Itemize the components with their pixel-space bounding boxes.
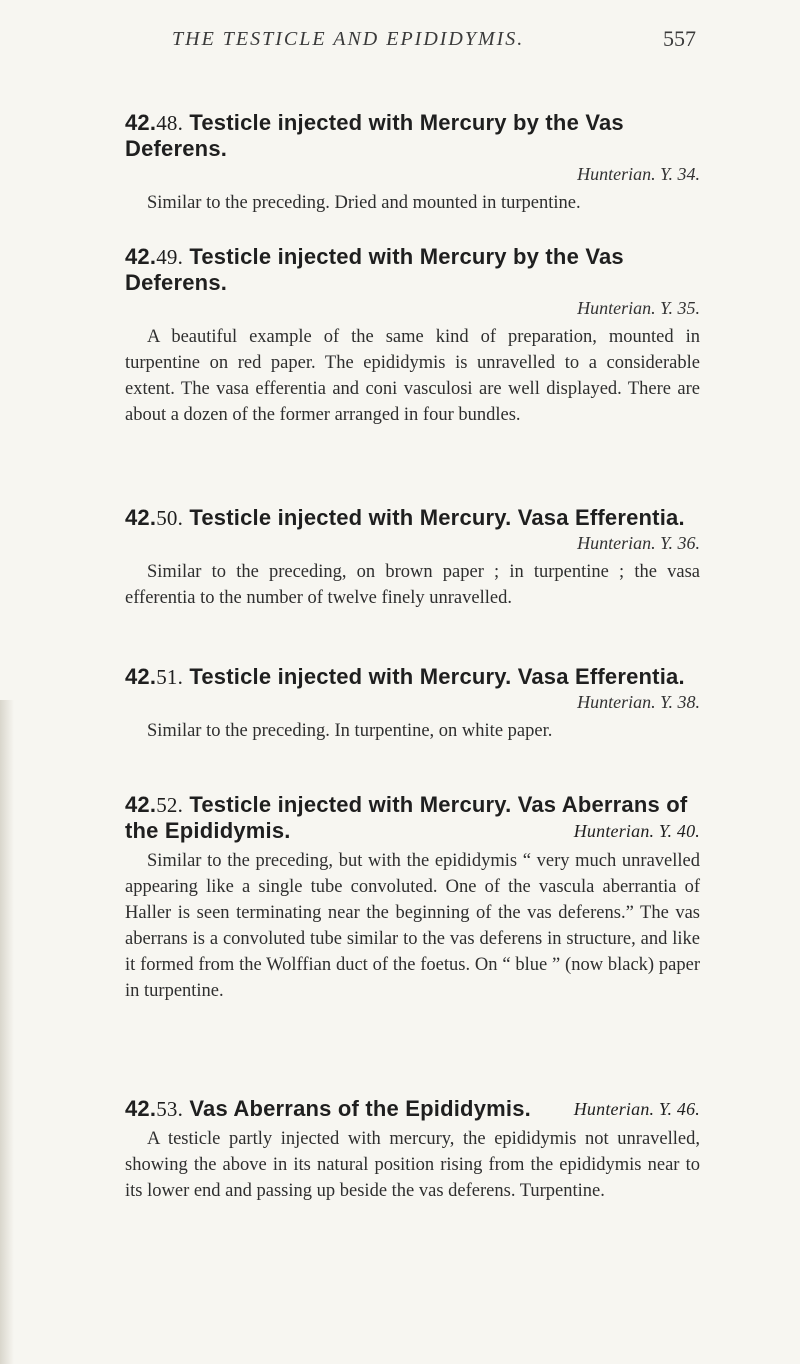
entry-heading (125, 664, 700, 690)
entry-title: Testicle injected with Mercury. Vasa Efferentia. (189, 505, 685, 530)
page-number: 557 (663, 26, 696, 51)
entry-title: Testicle injected with Mercury. Vasa Efferentia. (189, 664, 685, 689)
entry-number-suffix: 50. (156, 506, 184, 530)
entry-source: Hunterian. Y. 46. (573, 1099, 700, 1119)
catalogue-entry-52 (125, 792, 700, 1004)
entry-number-prefix: 42. (125, 1096, 157, 1121)
entry-title: Testicle injected with Mercury by the Vas Deferens. (125, 244, 624, 295)
entry-number-prefix: 42. (125, 664, 157, 689)
catalogue-entry-53 (125, 1096, 700, 1204)
entry-source: Hunterian. Y. 36. (577, 533, 700, 553)
entry-number-suffix: 53. (156, 1097, 184, 1121)
entry-number-suffix: 52. (156, 793, 184, 817)
page-binding-shadow (0, 700, 14, 1364)
entry-number-prefix: 42. (125, 792, 157, 817)
entry-source: Hunterian. Y. 35. (577, 298, 700, 318)
entry-heading (125, 505, 700, 531)
entry-title: Testicle injected with Mercury. Vas Aberrans of the Epididymis. (125, 792, 688, 843)
entry-description: Similar to the preceding. In turpentine, on white paper. (147, 721, 553, 741)
entry-title: Vas Aberrans of the Epididymis. (189, 1096, 531, 1121)
entry-description: A beautiful example of the same kind of preparation, mounted in turpentine on red paper. The epididymis is unravelled to a considerable extent. The vasa efferentia and coni vasculosi are well displayed. There are about a dozen of the former arranged in four bundles. (125, 327, 700, 425)
entry-number-prefix: 42. (125, 505, 157, 530)
catalogue-entry-48 (125, 110, 700, 216)
running-title: THE TESTICLE AND EPIDIDYMIS. (172, 28, 525, 50)
entry-description: A testicle partly injected with mercury, the epididymis not unravelled, showing the above in its natural position rising from the epididymis near to its lower end and passing up beside the vas deferens. Turpentine. (125, 1129, 700, 1201)
entry-source: Hunterian. Y. 38. (577, 692, 700, 712)
running-header (126, 22, 696, 62)
entry-heading (125, 792, 700, 844)
catalogue-entry-51 (125, 664, 700, 744)
entry-source: Hunterian. Y. 34. (577, 164, 700, 184)
entry-number-suffix: 49. (156, 245, 184, 269)
entry-number-suffix: 48. (156, 111, 184, 135)
entry-title: Testicle injected with Mercury by the Vas Deferens. (125, 110, 624, 161)
entry-heading (125, 244, 700, 296)
entry-description: Similar to the preceding. Dried and mounted in turpentine. (147, 193, 581, 213)
catalogue-entry-50 (125, 505, 700, 611)
entry-heading (125, 1096, 700, 1122)
entry-number-suffix: 51. (156, 665, 184, 689)
entry-number-prefix: 42. (125, 244, 157, 269)
entry-source: Hunterian. Y. 40. (573, 821, 700, 841)
catalogue-entry-49 (125, 244, 700, 428)
entry-description: Similar to the preceding, on brown paper ; in turpentine ; the vasa efferentia to the number of twelve finely unravelled. (125, 562, 700, 608)
entry-number-prefix: 42. (125, 110, 157, 135)
entry-description: Similar to the preceding, but with the epididymis “ very much unravelled appearing like a single tube convoluted. One of the vascula aberrantia of Haller is seen terminating near the beginning of the vas deferens.” The vas aberrans is a convoluted tube similar to the vas deferens in structure, and like it formed from the Wolffian duct of the foetus. On “ blue ” (now black) paper in turpentine. (125, 851, 700, 1001)
entry-heading (125, 110, 700, 162)
